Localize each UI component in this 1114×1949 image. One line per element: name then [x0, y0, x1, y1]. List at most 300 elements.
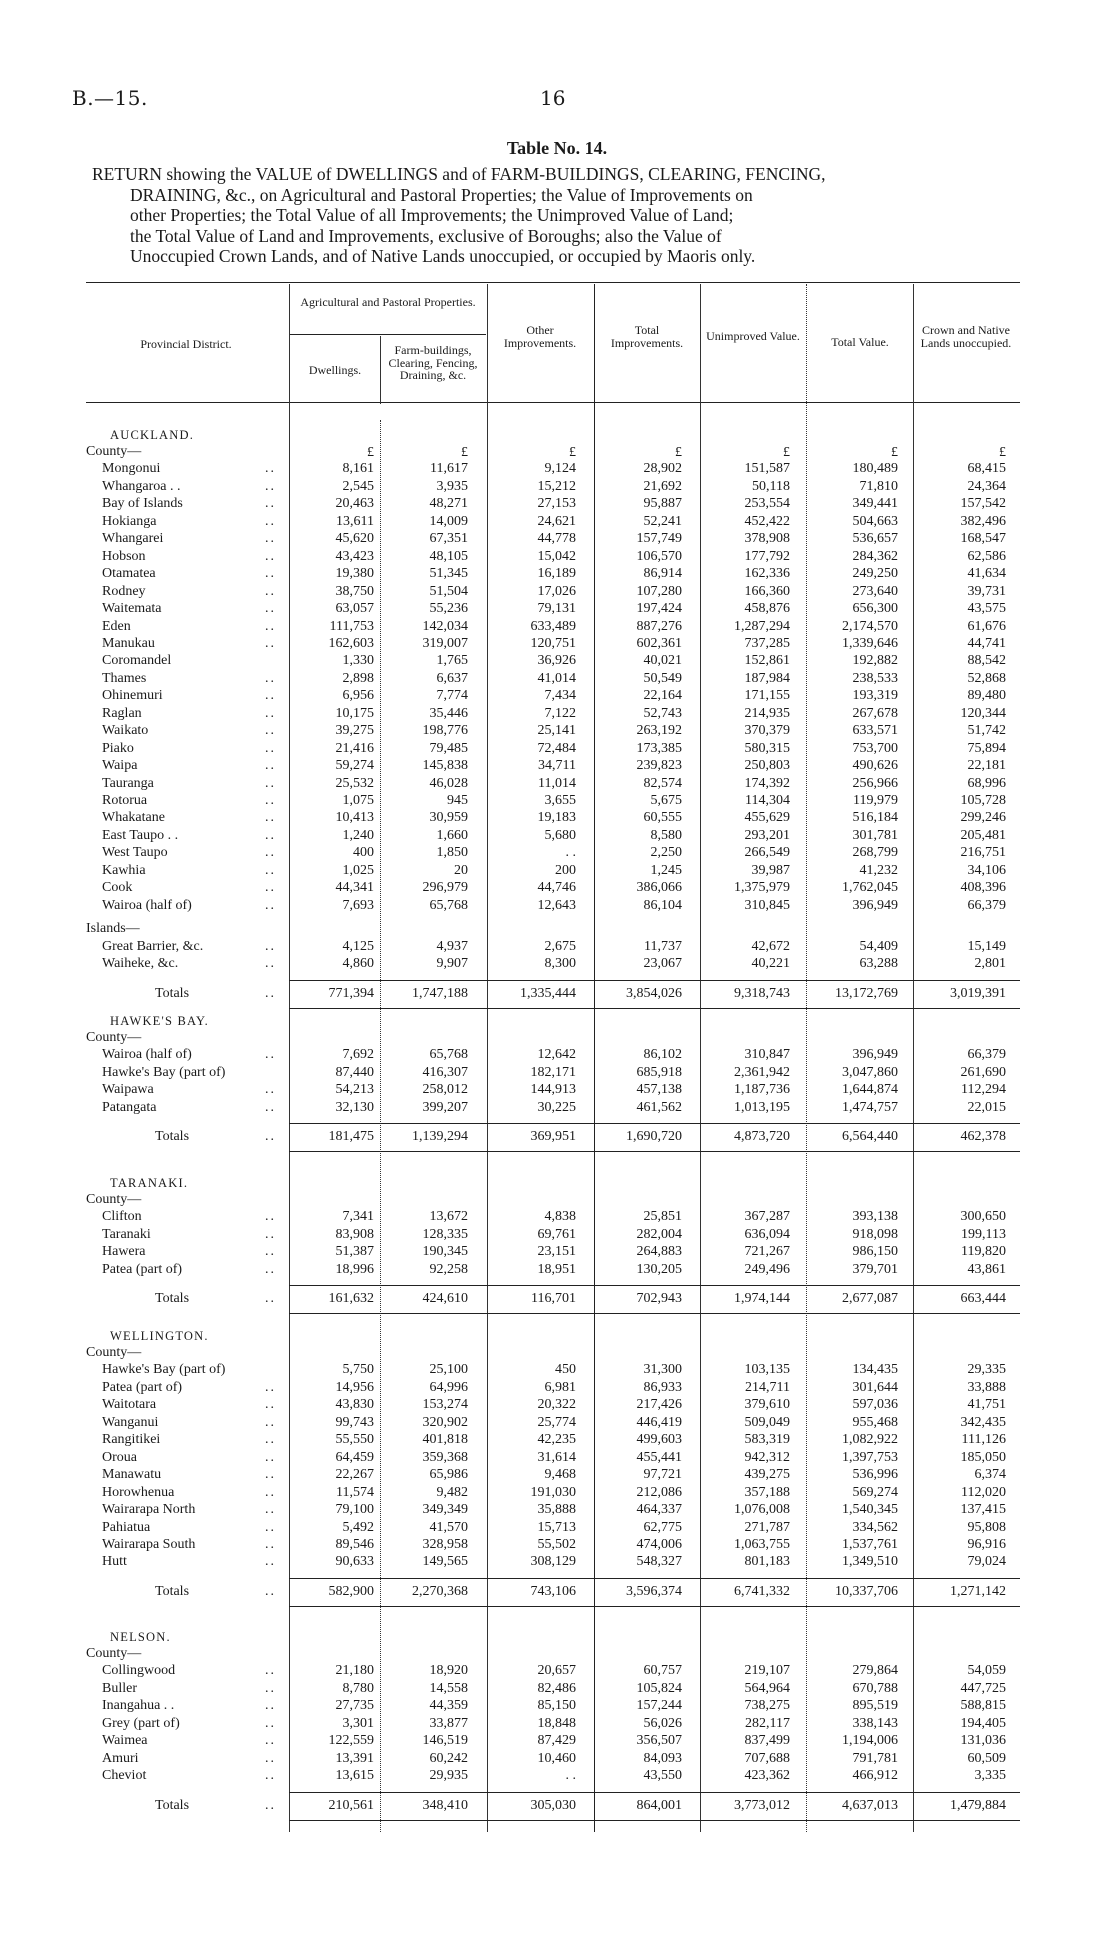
table-cell: 349,349: [422, 1502, 468, 1518]
table-cell: 219,107: [744, 1663, 790, 1679]
table-cell: 9,468: [544, 1467, 576, 1483]
row-label: East Taupo . .: [102, 827, 179, 843]
table-cell: 6,981: [544, 1379, 576, 1395]
table-cell: 32,130: [335, 1099, 374, 1115]
table-cell: 27,153: [537, 496, 576, 512]
table-cell: 54,213: [335, 1082, 374, 1098]
table-cell: 580,315: [744, 740, 790, 756]
leader-dots: ..: [265, 1047, 276, 1063]
table-cell: 86,914: [643, 566, 682, 582]
leader-dots: ..: [265, 1733, 276, 1749]
table-cell: 11,574: [336, 1484, 374, 1500]
table-cell: 423,362: [744, 1768, 790, 1784]
leader-dots: ..: [265, 775, 276, 791]
table-cell: 1,644,874: [842, 1082, 898, 1098]
table-cell: 20: [454, 862, 468, 878]
table-cell: 446,419: [636, 1414, 682, 1430]
section-heading: TARANAKI.: [110, 1176, 189, 1190]
row-label: Grey (part of): [102, 1715, 180, 1731]
leader-dots: ..: [265, 1379, 276, 1395]
table-cell: 42,235: [537, 1432, 576, 1448]
table-cell: 256,966: [852, 775, 898, 791]
table-cell: 29,935: [429, 1768, 468, 1784]
leader-dots: ..: [265, 478, 276, 494]
table-cell: 359,368: [422, 1449, 468, 1465]
table-top-rule: [86, 282, 1020, 283]
totals-label: Totals: [155, 985, 190, 1001]
leader-dots: ..: [265, 461, 276, 477]
header-bottom-rule: [86, 402, 1020, 403]
table-cell: 301,644: [852, 1379, 898, 1395]
leader-dots: ..: [265, 618, 276, 634]
table-cell: 60,757: [643, 1663, 682, 1679]
table-cell: 60,509: [967, 1750, 1006, 1766]
table-cell: 62,586: [967, 548, 1006, 564]
table-cell: 34,106: [967, 862, 1006, 878]
table-title: Table No. 14.: [506, 138, 608, 158]
table-cell: 11,014: [538, 775, 576, 791]
table-cell: 455,629: [744, 810, 790, 826]
table-cell: 41,634: [967, 566, 1006, 582]
leader-dots: ..: [265, 827, 276, 843]
row-label: Waipa: [102, 758, 138, 774]
table-cell: 180,489: [852, 461, 898, 477]
table-cell: 83,908: [335, 1226, 374, 1242]
table-cell: 174,392: [744, 775, 790, 791]
table-cell: 23,067: [643, 956, 682, 972]
table-cell: 22,164: [643, 688, 682, 704]
table-cell: 268,799: [852, 845, 898, 861]
table-cell: 44,741: [967, 635, 1006, 651]
table-cell: 162,336: [744, 566, 790, 582]
table-cell: 8,780: [342, 1680, 374, 1696]
table-cell: 44,341: [335, 880, 374, 896]
table-cell: 1,397,753: [842, 1449, 898, 1465]
table-cell: 45,620: [335, 531, 374, 547]
totals-cell: 2,270,368: [412, 1583, 468, 1599]
table-cell: 253,554: [744, 496, 790, 512]
table-cell: 338,143: [852, 1715, 898, 1731]
table-cell: 151,587: [744, 461, 790, 477]
table-cell: 328,958: [422, 1536, 468, 1552]
page-reference: B.—15.: [72, 86, 148, 110]
page-number: 16: [540, 86, 566, 110]
table-cell: 13,611: [336, 513, 374, 529]
table-cell: 69,761: [537, 1226, 576, 1242]
row-label: Rotorua: [102, 793, 148, 808]
leader-dots: ..: [265, 1536, 276, 1552]
table-cell: 3,047,860: [842, 1064, 898, 1080]
table-cell: 447,725: [960, 1680, 1006, 1696]
table-cell: 379,701: [852, 1261, 898, 1277]
group-label: County—: [86, 1345, 142, 1360]
table-cell: 82,486: [537, 1680, 576, 1696]
row-label: Inangahua . .: [102, 1698, 175, 1714]
table-cell: 52,743: [643, 705, 682, 721]
table-cell: 42,672: [751, 938, 790, 954]
row-label: Waikato: [102, 723, 149, 739]
table-cell: 12,642: [537, 1047, 576, 1063]
table-cell: 4,937: [436, 938, 468, 954]
leader-dots: ..: [265, 1715, 276, 1731]
table-cell: 5,675: [650, 793, 682, 808]
table-cell: 87,440: [335, 1064, 374, 1080]
table-cell: 25,532: [335, 775, 374, 791]
totals-top-rule: [289, 1792, 1020, 1793]
table-cell: 14,956: [335, 1379, 374, 1395]
header-farm-buildings: Farm-buildings, Clearing, Fencing, Draining, &c.: [388, 343, 478, 382]
table-cell: 2,250: [650, 845, 682, 861]
group-label: County—: [86, 444, 142, 459]
table-cell: 1,349,510: [842, 1554, 898, 1570]
table-cell: 1,240: [342, 827, 374, 843]
table-cell: 569,274: [852, 1484, 898, 1500]
table-cell: 396,949: [852, 897, 898, 913]
table-cell: 192,882: [852, 653, 898, 669]
table-cell: 200: [555, 862, 576, 878]
leader-dots: ..: [265, 1082, 276, 1098]
table-cell: 490,626: [852, 758, 898, 774]
table-cell: 64,459: [335, 1449, 374, 1465]
table-cell: 39,275: [335, 723, 374, 739]
table-description: [92, 164, 1020, 267]
header-district: Provincial District.: [140, 337, 232, 351]
table-cell: 737,285: [744, 635, 790, 651]
table-cell: 197,424: [636, 601, 682, 617]
table-cell: 499,603: [636, 1432, 682, 1448]
totals-cell: 702,943: [636, 1291, 682, 1307]
table-cell: 86,102: [643, 1047, 682, 1063]
leader-dots: ..: [265, 740, 276, 756]
table-cell: 310,847: [744, 1047, 790, 1063]
table-cell: 79,024: [967, 1554, 1006, 1570]
table-cell: 564,964: [744, 1680, 790, 1696]
table-cell: 6,956: [342, 688, 374, 704]
table-cell: 95,887: [643, 496, 682, 512]
leader-dots: ..: [265, 897, 276, 913]
table-cell: 20,657: [537, 1663, 576, 1679]
table-cell: 21,180: [335, 1663, 374, 1679]
table-cell: 79,485: [429, 740, 468, 756]
section-heading: WELLINGTON.: [110, 1329, 209, 1343]
table-cell: 895,519: [852, 1698, 898, 1714]
table-cell: 10,460: [537, 1750, 576, 1766]
table-cell: 942,312: [744, 1449, 790, 1465]
table-cell: 212,086: [636, 1484, 682, 1500]
table-cell: 198,776: [422, 723, 468, 739]
table-cell: 349,441: [852, 496, 898, 512]
table-cell: 1,330: [342, 653, 374, 669]
totals-bottom-rule: [289, 1151, 1020, 1152]
table-cell: 52,868: [967, 670, 1006, 686]
totals-cell: 3,596,374: [626, 1583, 682, 1599]
leader-dots: ..: [265, 938, 276, 954]
table-cell: 1,762,045: [842, 880, 898, 896]
row-label: Raglan: [102, 705, 142, 721]
table-cell: 68,415: [967, 461, 1006, 477]
row-label: Pahiatua: [102, 1519, 151, 1535]
table-cell: 40,221: [751, 956, 790, 972]
leader-dots: ..: [265, 758, 276, 774]
table-cell: 357,188: [744, 1484, 790, 1500]
leader-dots: ..: [265, 496, 276, 512]
row-label: Whangaroa . .: [102, 478, 181, 494]
table-cell: 986,150: [852, 1244, 898, 1260]
table-cell: 89,480: [967, 688, 1006, 704]
leader-dots: ..: [265, 810, 276, 826]
leader-dots: ..: [265, 531, 276, 547]
totals-label: Totals: [155, 1291, 190, 1307]
table-cell: 801,183: [744, 1554, 790, 1570]
table-cell: 296,979: [422, 880, 468, 896]
table-cell: 66,379: [967, 1047, 1006, 1063]
table-cell: 239,823: [636, 758, 682, 774]
table-cell: 33,877: [429, 1715, 468, 1731]
row-label: Patea (part of): [102, 1379, 183, 1395]
table-cell: 636,094: [744, 1226, 790, 1242]
table-cell: 416,307: [422, 1064, 468, 1080]
table-cell: 548,327: [636, 1554, 682, 1570]
totals-cell: 13,172,769: [835, 985, 898, 1001]
table-cell: 85,150: [537, 1698, 576, 1714]
table-cell: 119,979: [853, 793, 898, 808]
table-cell: 142,034: [422, 618, 468, 634]
table-cell: 30,959: [429, 810, 468, 826]
row-label: Wairoa (half of): [102, 1047, 192, 1063]
leader-dots: ..: [265, 1484, 276, 1500]
totals-cell: 2,677,087: [842, 1291, 898, 1307]
row-label: Whakatane: [102, 810, 165, 826]
leader-dots: ..: [265, 583, 276, 599]
table-cell: 2,174,570: [842, 618, 898, 634]
totals-cell: 3,854,026: [626, 985, 682, 1001]
table-cell: 536,657: [852, 531, 898, 547]
table-cell: 177,792: [744, 548, 790, 564]
row-label: Wanganui: [102, 1414, 159, 1430]
table-cell: 458,876: [744, 601, 790, 617]
totals-bottom-rule: [289, 1820, 1020, 1821]
totals-cell: 582,900: [328, 1583, 374, 1599]
leader-dots: ..: [265, 1554, 276, 1570]
row-label: Wairarapa South: [102, 1536, 196, 1552]
table-cell: 263,192: [636, 723, 682, 739]
totals-cell: 1,335,444: [520, 985, 576, 1001]
row-label: Whangarei: [102, 531, 164, 547]
table-cell: 400: [353, 845, 374, 861]
table-cell: 474,006: [636, 1536, 682, 1552]
table-cell: 71,810: [859, 478, 898, 494]
table-cell: 185,050: [960, 1449, 1006, 1465]
table-cell: 87,429: [537, 1733, 576, 1749]
table-cell: 5,680: [544, 827, 576, 843]
leader-dots: ..: [265, 1519, 276, 1535]
row-label: Wairarapa North: [102, 1502, 196, 1518]
table-cell: 41,570: [429, 1519, 468, 1535]
description-line: RETURN showing the VALUE of DWELLINGS and of FARM-BUILDINGS, CLEARING, FENCING,: [92, 164, 826, 184]
table-cell: 130,205: [636, 1261, 682, 1277]
leader-dots: ..: [265, 1226, 276, 1242]
table-cell: 5,492: [342, 1519, 374, 1535]
table-cell: 43,423: [335, 548, 374, 564]
table-cell: 65,768: [429, 897, 468, 913]
table-cell: 27,735: [335, 1698, 374, 1714]
table-cell: 60,242: [429, 1750, 468, 1766]
table-cell: 1,660: [436, 827, 468, 843]
table-cell: 61,676: [967, 618, 1006, 634]
currency-symbol: £: [891, 445, 898, 460]
table-cell: 15,042: [537, 548, 576, 564]
table-cell: 356,507: [636, 1733, 682, 1749]
table-cell: 65,768: [429, 1047, 468, 1063]
table-cell: 25,141: [537, 723, 576, 739]
table-cell: 105,824: [636, 1680, 682, 1696]
table-cell: 1,075: [342, 793, 374, 808]
agri-group-rule: [290, 334, 486, 335]
table-cell: 55,550: [335, 1432, 374, 1448]
totals-cell: 10,337,706: [835, 1583, 898, 1599]
table-cell: 249,496: [744, 1261, 790, 1277]
table-cell: 168,547: [960, 531, 1006, 547]
table-cell: 738,275: [744, 1698, 790, 1714]
leader-dots: ..: [265, 670, 276, 686]
leader-dots: ..: [265, 1432, 276, 1448]
totals-cell: 3,019,391: [950, 985, 1006, 1001]
table-cell: 193,319: [852, 688, 898, 704]
row-label: Hawke's Bay (part of): [102, 1362, 226, 1378]
row-label: Rodney: [102, 583, 146, 599]
table-cell: 261,690: [960, 1064, 1006, 1080]
table-cell: 144,913: [530, 1082, 576, 1098]
table-cell: 1,339,646: [842, 635, 898, 651]
table-cell: 105,728: [960, 793, 1006, 808]
description-line: Unoccupied Crown Lands, and of Native Lands unoccupied, or occupied by Maoris only.: [130, 246, 756, 266]
table-cell: 40,021: [643, 653, 682, 669]
totals-bottom-rule: [289, 1606, 1020, 1607]
leader-dots: ..: [265, 1099, 276, 1115]
table-cell: 7,122: [544, 705, 576, 721]
table-cell: 44,746: [537, 880, 576, 896]
table-cell: 7,341: [342, 1209, 374, 1225]
row-label: Hobson: [102, 548, 146, 564]
table-cell: 33,888: [967, 1379, 1006, 1395]
table-cell: 35,446: [429, 705, 468, 721]
table-cell: 250,803: [744, 758, 790, 774]
table-cell: 24,621: [537, 513, 576, 529]
leader-dots: ..: [265, 880, 276, 896]
description-line: the Total Value of Land and Improvements, exclusive of Boroughs; also the Value of: [130, 225, 722, 246]
row-label: Otamatea: [102, 566, 156, 582]
table-cell: 18,996: [335, 1261, 374, 1277]
table-cell: 43,550: [643, 1768, 682, 1784]
table-cell: 20,322: [537, 1397, 576, 1413]
table-cell: 11,737: [644, 938, 682, 954]
header-unimproved-value: Unimproved Value.: [706, 329, 800, 343]
table-cell: 79,131: [537, 601, 576, 617]
totals-top-rule: [289, 1285, 1020, 1286]
row-label: Waitemata: [102, 601, 162, 617]
table-cell: 63,288: [859, 956, 898, 972]
table-cell: 137,415: [960, 1502, 1006, 1518]
table-cell: 320,902: [422, 1414, 468, 1430]
table-cell: 50,549: [643, 670, 682, 686]
table-cell: 11,617: [430, 461, 468, 477]
totals-top-rule: [289, 980, 1020, 981]
leader-dots: ..: [265, 985, 276, 1001]
table-cell: 119,820: [961, 1244, 1006, 1260]
totals-label: Totals: [155, 1129, 190, 1145]
table-cell: 99,743: [335, 1414, 374, 1430]
table-cell: 149,565: [422, 1554, 468, 1570]
group-label: County—: [86, 1030, 142, 1045]
table-cell: 5,750: [342, 1362, 374, 1378]
totals-top-rule: [289, 1578, 1020, 1579]
table-cell: 504,663: [852, 513, 898, 529]
table-cell: 509,049: [744, 1414, 790, 1430]
table-cell: 60,555: [643, 810, 682, 826]
table-cell: 43,861: [967, 1261, 1006, 1277]
row-label: Waitotara: [102, 1397, 157, 1413]
table-cell: 214,711: [745, 1379, 790, 1395]
leader-dots: ..: [265, 1680, 276, 1696]
table-cell: 382,496: [960, 513, 1006, 529]
group-label: County—: [86, 1192, 142, 1207]
row-label: Waiheke, &c.: [102, 956, 179, 972]
table-cell: 75,894: [967, 740, 1006, 756]
table-cell: 190,345: [422, 1244, 468, 1260]
table-cell: 166,360: [744, 583, 790, 599]
table-cell: 238,533: [852, 670, 898, 686]
totals-cell: 369,951: [530, 1129, 576, 1145]
table-cell: 457,138: [636, 1082, 682, 1098]
header-total-improvements: Total Improvements.: [610, 323, 684, 350]
table-cell: 401,818: [422, 1432, 468, 1448]
table-cell: 370,379: [744, 723, 790, 739]
leader-dots: ..: [265, 1291, 276, 1307]
totals-cell: 181,475: [328, 1129, 374, 1145]
table-cell: 199,113: [961, 1226, 1006, 1242]
row-label: Waimea: [102, 1733, 148, 1749]
row-label: Waipawa: [102, 1082, 154, 1098]
table-cell: 2,801: [974, 956, 1006, 972]
row-label: Hawera: [102, 1244, 146, 1260]
table-cell: 50,118: [752, 478, 790, 494]
table-cell: 34,711: [538, 758, 576, 774]
table-cell: 79,100: [335, 1502, 374, 1518]
table-cell: 56,026: [643, 1715, 682, 1731]
table-cell: 284,362: [852, 548, 898, 564]
table-cell: 308,129: [530, 1554, 576, 1570]
table-cell: 7,434: [544, 688, 576, 704]
table-cell: 96,916: [967, 1536, 1006, 1552]
row-label: Taranaki: [102, 1226, 151, 1242]
section-heading: HAWKE'S BAY.: [110, 1014, 210, 1028]
leader-dots: ..: [265, 1414, 276, 1430]
table-cell: 1,540,345: [842, 1502, 898, 1518]
table-cell: 43,575: [967, 601, 1006, 617]
totals-cell: 4,637,013: [842, 1797, 898, 1813]
leader-dots: ..: [265, 1583, 276, 1599]
leader-dots: ..: [265, 1663, 276, 1679]
totals-cell: 1,974,144: [734, 1291, 790, 1307]
group-label: Islands—: [86, 921, 140, 937]
table-cell: 266,549: [744, 845, 790, 861]
table-cell: 707,688: [744, 1750, 790, 1766]
totals-cell: 6,741,332: [734, 1583, 790, 1599]
table-cell: 1,076,008: [734, 1502, 790, 1518]
table-cell: 31,300: [643, 1362, 682, 1378]
totals-cell: 462,378: [960, 1129, 1006, 1145]
table-cell: 39,731: [967, 583, 1006, 599]
